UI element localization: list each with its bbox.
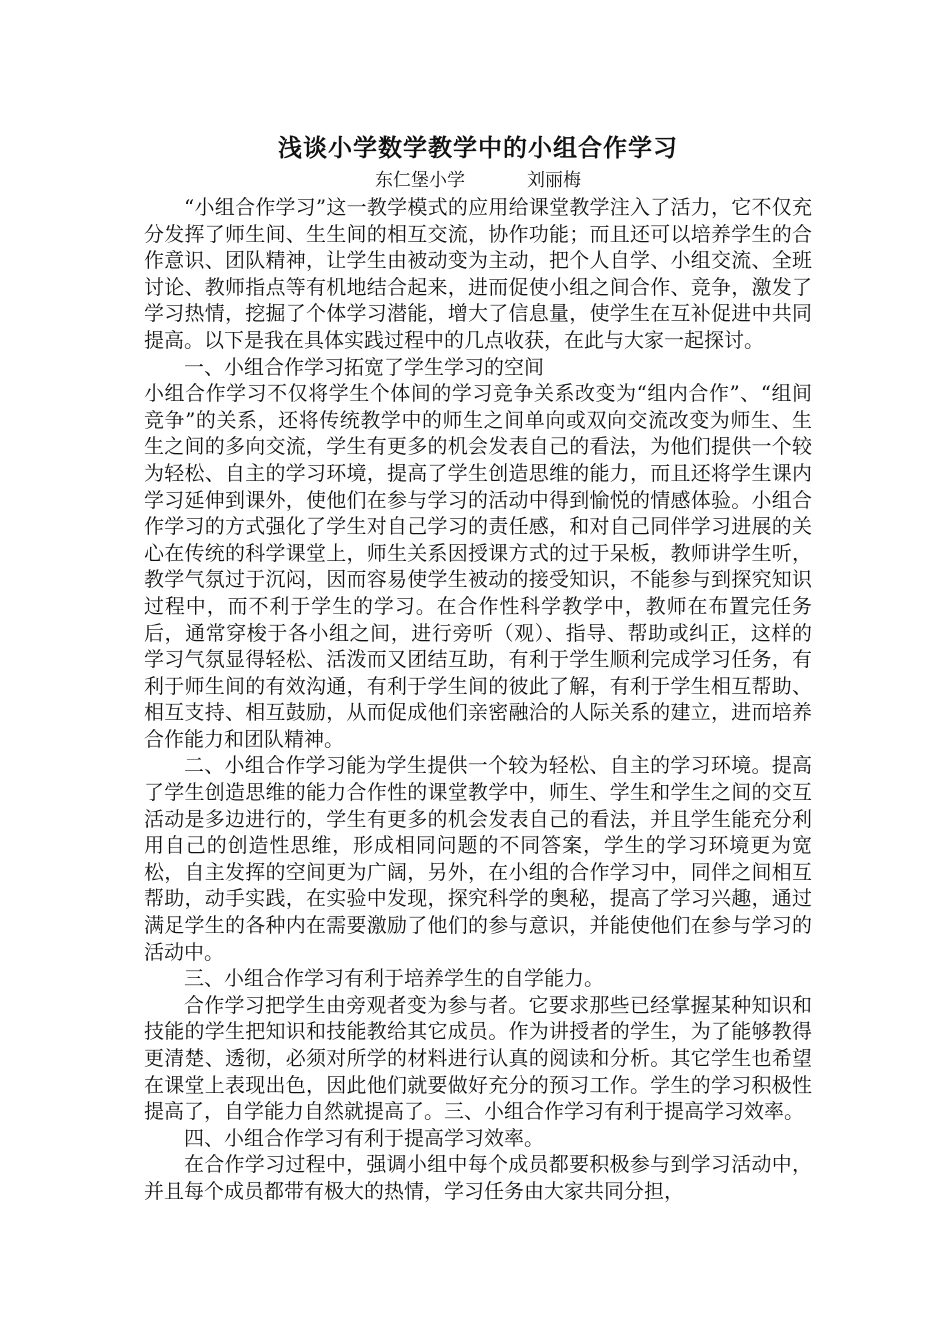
body-paragraph: 小组合作学习不仅将学生个体间的学习竞争关系改变为“组内合作”、“组间竞争”的关系，还将传统教学中的师生之间单向或双向交流改变为师生、生生之间的多向交流，学生有更多的机会发表自己的看法，为他们提供一个较为轻松、自主的学习环境，提高了学生创造思维的能力，而且还将学生课内学习延伸到课外，使他们在参与学习的活动中得到愉悦的情感体验。小组合作学习的方式强化了学生对自己学习的责任感，和对自己同伴学习进展的关心在传统的科学课堂上，师生关系因授课方式的过于呆板，教师讲学生听，教学气氛过于沉闷，因而容易使学生被动的接受知识，不能参与到探究知识过程中，而不利于学生的学习。在合作性科学教学中，教师在布置完任务后，通常穿梭于各小组之间，进行旁听（观）、指导、帮助或纠正，这样的学习气氛显得轻松、活泼而又团结互助，有利于学生顺利完成学习任务，有利于师生间的有效沟通，有利于学生间的彼此了解，有利于学生相互帮助、相互支持、相互鼓励，从而促成他们亲密融洽的人际关系的建立，进而培养合作能力和团队精神。: [144, 381, 812, 751]
document-body: [144, 194, 812, 1205]
document-page: [144, 128, 812, 1205]
body-paragraph: 三、小组合作学习有利于培养学生的自学能力。: [184, 966, 604, 991]
body-paragraph: “小组合作学习”这一教学模式的应用给课堂教学注入了活力，它不仅充分发挥了师生间、生生间的相互交流，协作功能；而且还可以培养学生的合作意识、团队精神，让学生由被动变为主动，把个人自学、小组交流、全班讨论、教师指点等有机地结合起来，进而促使小组之间合作、竞争，激发了学习热情，挖掘了个体学习潜能，增大了信息量，使学生在互补促进中共同提高。以下是我在具体实践过程中的几点收获，在此与大家一起探讨。: [144, 195, 812, 352]
body-paragraph: 在合作学习过程中，强调小组中每个成员都要积极参与到学习活动中，并且每个成员都带有极大的热情，学习任务由大家共同分担，: [144, 1152, 812, 1203]
school-name: 东仁堡小学: [375, 170, 465, 191]
body-paragraph: 四、小组合作学习有利于提高学习效率。: [184, 1125, 544, 1150]
body-paragraph: 合作学习把学生由旁观者变为参与者。它要求那些已经掌握某种知识和技能的学生把知识和技能教给其它成员。作为讲授者的学生，为了能够教得更清楚、透彻，必须对所学的材料进行认真的阅读和分析。其它学生也希望在课堂上表现出色，因此他们就要做好充分的预习工作。学生的学习积极性提高了，自学能力自然就提高了。三、小组合作学习有利于提高学习效率。: [144, 992, 812, 1124]
byline: [144, 168, 812, 194]
document-title: 浅谈小学数学教学中的小组合作学习: [278, 133, 678, 162]
author-name: 刘丽梅: [527, 170, 581, 191]
body-paragraph: 二、小组合作学习能为学生提供一个较为轻松、自主的学习环境。提高了学生创造思维的能力合作性的课堂教学中，师生、学生和学生之间的交互活动是多边进行的，学生有更多的机会发表自己的看法，并且学生能充分利用自己的创造性思维，形成相同问题的不同答案，学生的学习环境更为宽松，自主发挥的空间更为广阔，另外，在小组的合作学习中，同伴之间相互帮助，动手实践，在实验中发现，探究科学的奥秘，提高了学习兴趣，通过满足学生的各种内在需要激励了他们的参与意识，并能使他们在参与学习的活动中。: [144, 753, 812, 964]
body-paragraph: 一、小组合作学习拓宽了学生学习的空间: [184, 354, 544, 379]
